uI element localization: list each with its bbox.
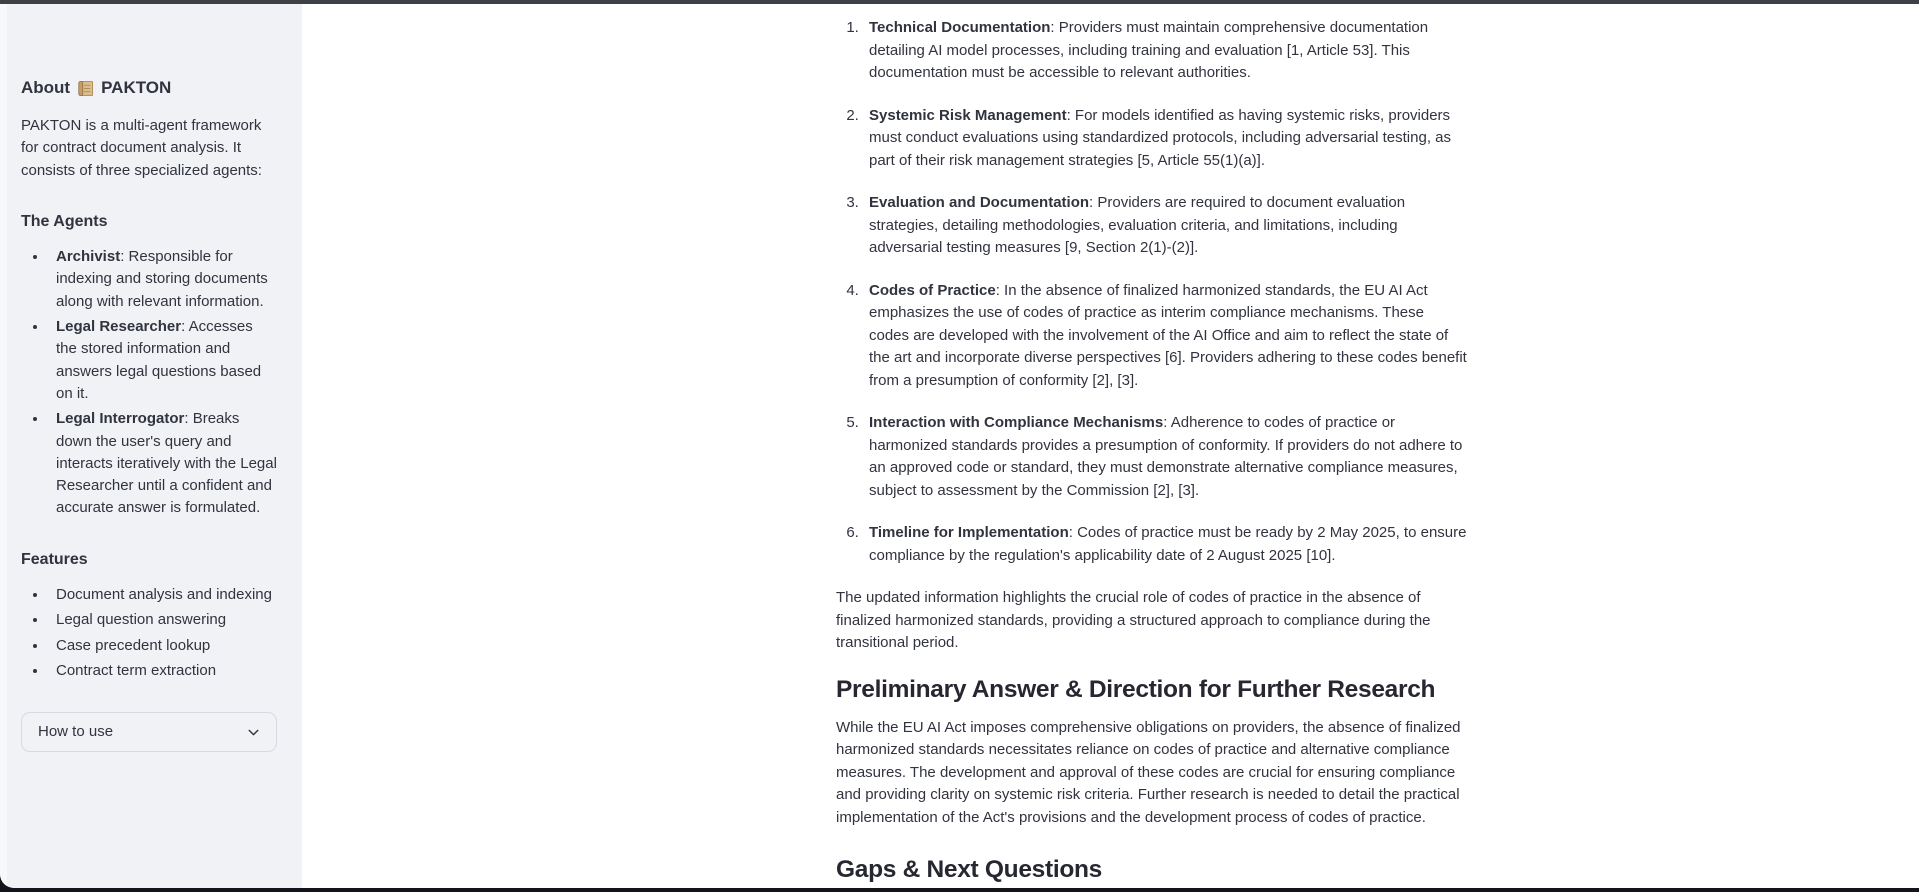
agent-item — [48, 246, 277, 313]
preliminary-answer-paragraph: While the EU AI Act imposes comprehensive obligations on providers, the absence of finalized harmonized standards necessitates reliance on codes of practice and alternative compliance measures. The development and approval of these codes are crucial for ensuring compliance and providing clarity on systemic risk criteria. Further research is needed to detail the practical implementation of the Act's provisions and the development process of codes of practice. — [836, 718, 1461, 826]
list-item-label: Technical Documentation — [869, 19, 1051, 36]
list-item — [863, 105, 1468, 173]
list-item-text: : Providers must maintain comprehensive documentation detailing AI model processes, including training and evaluation [1, Article 53]. This documentation must be accessible to relevant authorities. — [869, 19, 1429, 81]
sidebar-scrollbar[interactable] — [0, 4, 7, 888]
agent-name: Archivist — [56, 248, 121, 266]
feature-item: • Document analysis and indexing — [48, 584, 277, 606]
list-item — [863, 522, 1468, 567]
window-top-edge — [0, 0, 1919, 4]
list-item-label: Codes of Practice — [869, 281, 996, 299]
sidebar — [0, 4, 302, 888]
gaps-next-questions-heading: Gaps & Next Questions — [836, 856, 1102, 883]
features-heading: Features — [21, 550, 88, 568]
app-window — [0, 4, 1919, 888]
scroll-emoji-icon — [76, 79, 95, 98]
closing-paragraph: The updated information highlights the crucial role of codes of practice in the absence of finalized harmonized standards, providing a structured approach to compliance during the transitional period. — [836, 589, 1431, 651]
list-item — [863, 412, 1468, 502]
feature-item: • Legal question answering — [48, 609, 277, 631]
agent-description: : Breaks down the user's query and interacts iteratively with the Legal Researcher until a confident and accurate answer is formulated. — [56, 410, 277, 517]
sidebar-about-heading — [21, 76, 277, 100]
preliminary-answer-heading: Preliminary Answer & Direction for Further Research — [836, 675, 1436, 703]
agent-description: : Accesses the stored information and answers legal questions based on it. — [56, 318, 262, 402]
compliance-list — [836, 17, 1468, 567]
chevron-down-icon — [245, 724, 262, 741]
feature-item: • Contract term extraction — [48, 660, 277, 682]
agents-heading: The Agents — [21, 212, 108, 230]
about-heading-suffix: PAKTON — [101, 78, 172, 97]
about-description: PAKTON is a multi-agent framework for contract document analysis. It consists of three specialized agents: — [21, 117, 262, 179]
list-item — [863, 192, 1468, 260]
list-item — [863, 17, 1468, 85]
agent-description: : Responsible for indexing and storing documents along with relevant information. — [56, 248, 268, 310]
answer-document — [836, 17, 1468, 888]
agent-item — [48, 316, 277, 405]
about-heading-prefix: About — [21, 78, 71, 97]
agent-name: Legal Interrogator — [56, 410, 185, 428]
features-list — [21, 584, 277, 682]
list-item-text: : Codes of practice must be ready by 2 May 2025, to ensure compliance by the regulation's applicability date of 2 August 2025 [10]. — [869, 524, 1467, 564]
agent-item — [48, 408, 277, 519]
agents-list — [21, 246, 277, 520]
expander-label: How to use — [38, 723, 114, 741]
list-item-label: Systemic Risk Management — [869, 106, 1067, 124]
list-item-label: Evaluation and Documentation — [869, 194, 1090, 211]
agent-name: Legal Researcher — [56, 318, 182, 336]
list-item-text: : Adherence to codes of practice or harmonized standards provides a presumption of conformity. If providers do not adhere to an approved code or standard, they must demonstrate alternative compliance measures, subject to assessment by the Commission [2], [3]. — [869, 414, 1463, 499]
list-item-label: Timeline for Implementation — [869, 524, 1069, 541]
list-item — [863, 280, 1468, 393]
how-to-use-expander[interactable] — [21, 712, 277, 752]
list-item-text: : In the absence of finalized harmonized standards, the EU AI Act emphasizes the use of codes of practice as interim compliance mechanisms. These codes are developed with the involvement of the AI Office and aim to reflect the state of the art and incorporate diverse perspectives [6]. Providers adhering to these codes benefit from a presumption of conformity [2], [3]. — [869, 281, 1467, 389]
list-item-label: Interaction with Compliance Mechanisms — [869, 414, 1164, 431]
list-item-text: : For models identified as having systemic risks, providers must conduct evaluations using standardized protocols, including adversarial testing, as part of their risk management strategies [5, Article 55(1)(a)]. — [869, 106, 1451, 169]
feature-item: • Case precedent lookup — [48, 635, 277, 657]
window-bottom-edge — [0, 888, 1919, 892]
list-item-text: : Providers are required to document evaluation strategies, detailing methodologies, evaluation criteria, and limitations, including adversarial testing measures [9, Section 2(1)-(2)]. — [869, 194, 1406, 256]
